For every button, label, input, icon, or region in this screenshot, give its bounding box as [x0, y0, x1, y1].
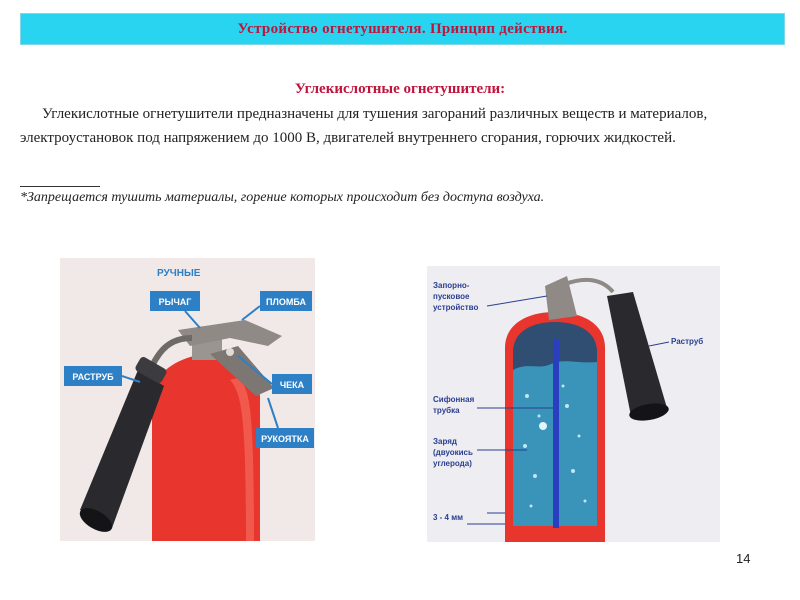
- siphon-tube: [553, 340, 559, 528]
- handle-label: РУКОЯТКА: [261, 434, 309, 444]
- description-text: Углекислотные огнетушители предназначены для тушения загораний различных веществ и материалов, электроустановок под напряжением до 1000 В, двигателей внутреннего сгорания, горючих жидкостей.: [20, 106, 708, 146]
- wall-thickness-label: 3 - 4 мм: [433, 513, 464, 522]
- page-number: 14: [736, 551, 751, 566]
- handheld-extinguisher-image: [60, 258, 315, 541]
- charge-label-line3: углерода): [433, 459, 472, 468]
- co2-extinguisher-cutaway-image: [427, 266, 720, 542]
- seal-label: ПЛОМБА: [266, 297, 306, 307]
- outlet-pipe: [565, 280, 613, 292]
- lever-pointer: [185, 311, 200, 328]
- valve-label-line3: устройство: [433, 303, 479, 312]
- lever-shape: [178, 320, 282, 346]
- charge-label-line2: (двуокись: [433, 448, 473, 457]
- title-bar: [20, 13, 785, 45]
- horn-shape: [607, 292, 667, 416]
- siphon-label-line1: Сифонная: [433, 395, 475, 404]
- right-horn-label: Раструб: [671, 337, 704, 346]
- figure-title-label: РУЧНЫЕ: [157, 268, 201, 279]
- pin-label: ЧЕКА: [279, 380, 305, 390]
- co2-extinguisher-cutaway-illustration: [427, 266, 720, 542]
- charge-label-line1: Заряд: [433, 437, 457, 446]
- handle-pointer: [268, 398, 278, 428]
- valve-label-line2: пусковое: [433, 292, 470, 301]
- handheld-extinguisher-illustration: [60, 258, 315, 541]
- pin-shape: [226, 348, 234, 356]
- description-paragraph: [20, 102, 780, 150]
- valve-label-line1: Запорно-: [433, 281, 470, 290]
- slide-title: Устройство огнетушителя. Принцип действия.: [237, 20, 568, 37]
- horn-shape: [80, 370, 164, 528]
- horn-label: РАСТРУБ: [72, 372, 114, 382]
- lever-label: РЫЧАГ: [158, 297, 192, 307]
- footnote-divider: [20, 186, 100, 187]
- footnote-text: *Запрещается тушить материалы, горение которых происходит без доступа воздуха.: [20, 190, 545, 205]
- seal-pointer: [242, 306, 260, 320]
- siphon-label-line2: трубка: [433, 406, 460, 415]
- section-subtitle: Углекислотные огнетушители:: [294, 81, 506, 97]
